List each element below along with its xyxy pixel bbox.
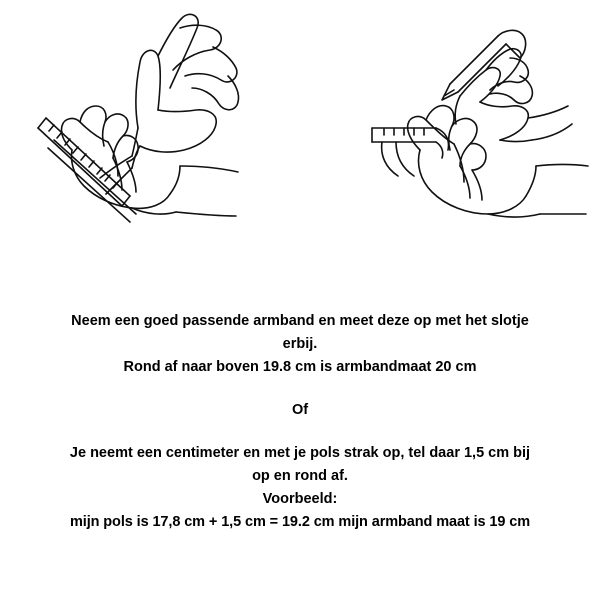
illustration-row bbox=[0, 0, 600, 280]
instructions-block bbox=[0, 310, 600, 534]
instruction-line-example: mijn pols is 17,8 cm + 1,5 cm = 19.2 cm mijn armband maat is 19 cm bbox=[69, 514, 531, 530]
instruction-line-example-label: Voorbeeld: bbox=[262, 491, 338, 507]
illustration-marking-with-pen bbox=[310, 0, 590, 280]
instruction-line-4: Je neemt een centimeter en met je pols strak op, tel daar 1,5 cm bij bbox=[69, 445, 531, 461]
illustration-measuring-bracelet bbox=[10, 0, 290, 280]
instruction-line-1b: erbij. bbox=[282, 336, 318, 352]
instruction-line-or: Of bbox=[291, 402, 309, 418]
instruction-line-4b: op en rond af. bbox=[252, 468, 348, 484]
instruction-line-1: Neem een goed passende armband en meet deze op met het slotje bbox=[71, 313, 529, 329]
instruction-line-2: Rond af naar boven 19.8 cm is armbandmaat 20 cm bbox=[123, 359, 477, 375]
